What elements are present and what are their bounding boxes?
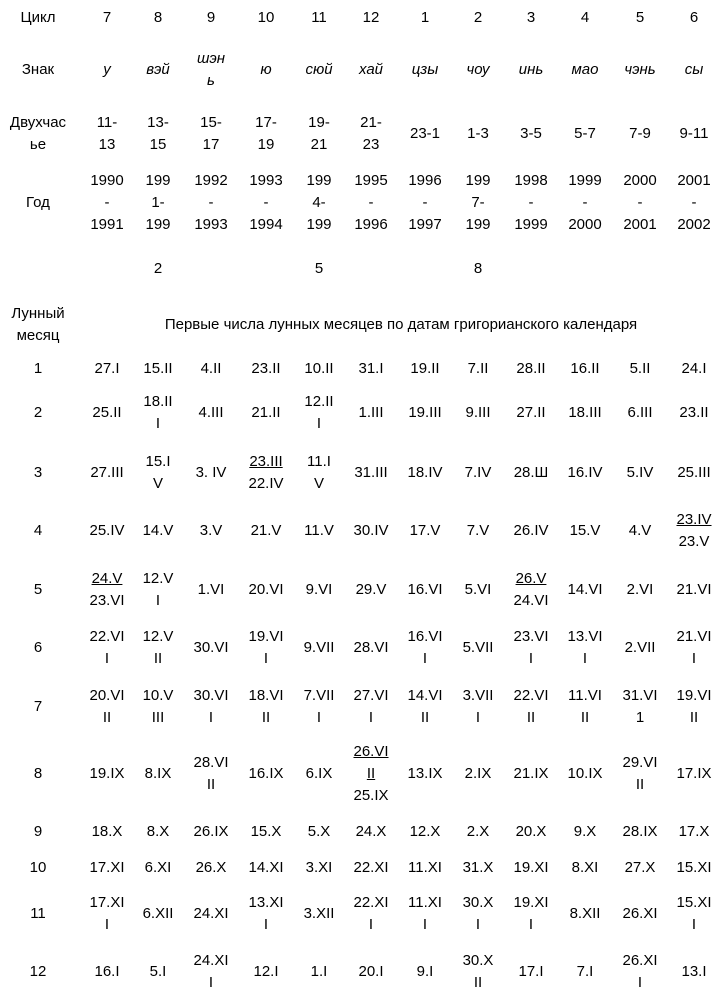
month-start-date: 14.V [142, 522, 174, 539]
month-start-date: 15.II [143, 360, 173, 377]
month-start-date: 22.XI [353, 859, 389, 876]
month-start-date: 19.II [410, 360, 440, 377]
month-start-date: 19.VI I [248, 628, 284, 667]
month-start-date: 1.III [358, 404, 384, 421]
month-start-date: 6.IX [305, 765, 333, 782]
month-start-date: 18.IV [407, 464, 443, 481]
hours-cell: 1-3 [467, 125, 489, 142]
month-number: 7 [33, 698, 43, 715]
cycle-label: Цикл [20, 9, 56, 26]
month-start-date: 3.XII [303, 905, 335, 922]
year-cell: 199 1- 199 2 [145, 172, 171, 277]
month-start-date: 19.III [408, 404, 442, 421]
month-start-date: 3.V [199, 522, 223, 539]
cycle-cell: 7 [102, 9, 112, 26]
sign-cell: хай [358, 61, 384, 78]
month-start-date: 20.I [358, 963, 384, 980]
sign-cell: вэй [146, 61, 170, 78]
month-start-date: 30.X I [462, 894, 494, 933]
month-start-date: 19.VI II [676, 687, 712, 726]
sign-cell: цзы [411, 61, 439, 78]
year-cell: 1998 - 1999 [514, 172, 548, 233]
month-start-date: 7.II [467, 360, 489, 377]
hours-cell: 19- 21 [308, 114, 330, 153]
month-label: Лунный месяц [11, 305, 65, 344]
month-start-date: 11.XI I [408, 894, 442, 933]
sign-cell: сы [684, 61, 704, 78]
month-start-date: 16.VI I [407, 628, 443, 667]
month-start-date: 15.XI I [676, 894, 712, 933]
month-start-date: 5.IV [626, 464, 654, 481]
month-start-date: 15.V [569, 522, 601, 539]
month-start-date: 24.V 23.VI [89, 570, 125, 609]
year-cell: 2001 - 2002 [677, 172, 711, 233]
sign-label: Знак [21, 61, 55, 78]
month-start-date: 23.II [679, 404, 709, 421]
month-start-date: 30.X II [462, 952, 494, 991]
month-start-date: 25.II [92, 404, 122, 421]
month-start-date: 23.VI I [513, 628, 549, 667]
month-start-date: 6.III [627, 404, 653, 421]
month-start-date: 4.II [200, 360, 222, 377]
month-start-date: 26.XI [622, 905, 658, 922]
year-cell: 2000 - 2001 [623, 172, 657, 233]
cycle-cell: 2 [473, 9, 483, 26]
month-start-date: 20.VI [248, 581, 284, 598]
month-start-date: 24.I [681, 360, 707, 377]
month-start-date: 9.VII [303, 639, 335, 656]
month-start-date: 26.IX [193, 823, 229, 840]
month-start-date: 7.I [576, 963, 594, 980]
month-start-date: 4.V [628, 522, 652, 539]
month-start-date: 23.IV 23.V [676, 511, 712, 550]
month-start-date: 12.II I [304, 393, 334, 432]
month-start-date: 8.XII [569, 905, 601, 922]
month-start-date: 30.IV [353, 522, 389, 539]
month-number: 6 [33, 639, 43, 656]
month-number: 4 [33, 522, 43, 539]
month-start-date: 17.X [678, 823, 710, 840]
sign-cell: у [103, 61, 111, 78]
year-label: Год [26, 194, 50, 211]
month-number: 10 [29, 859, 47, 876]
month-start-date: 30.VI [193, 639, 229, 656]
month-start-date: 19.IX [89, 765, 125, 782]
month-start-date: 9.X [573, 823, 597, 840]
month-start-date: 18.III [568, 404, 602, 421]
month-start-date: 13.I [681, 963, 707, 980]
month-start-date: 18.VI II [248, 687, 284, 726]
month-start-date: 2.IX [464, 765, 492, 782]
month-start-date: 5.I [149, 963, 167, 980]
month-start-date: 28.VI [353, 639, 389, 656]
month-start-date: 15.I V [145, 453, 171, 492]
month-start-date: 27.II [516, 404, 546, 421]
hours-cell: 15- 17 [200, 114, 222, 153]
month-start-date: 26.VI II 25.IX [353, 743, 389, 804]
cycle-cell: 4 [580, 9, 590, 26]
year-cell: 199 7- 199 8 [465, 172, 491, 277]
hours-cell: 3-5 [520, 125, 542, 142]
month-start-date: 5.VI [464, 581, 492, 598]
month-start-date: 24.XI [193, 905, 229, 922]
month-start-date: 7.V [466, 522, 490, 539]
year-cell: 1995 - 1996 [354, 172, 388, 233]
month-start-date: 29.V [355, 581, 387, 598]
hours-cell: 13- 15 [147, 114, 169, 153]
cycle-cell: 9 [206, 9, 216, 26]
sign-cell: сюй [305, 61, 333, 78]
month-start-date: 25.IV [89, 522, 125, 539]
month-start-date: 20.VI II [89, 687, 125, 726]
month-start-date: 20.X [515, 823, 547, 840]
year-cell: 1996 - 1997 [408, 172, 442, 233]
month-start-date: 4.III [198, 404, 224, 421]
sign-cell: шэн ь [196, 50, 226, 89]
month-start-date: 14.XI [248, 859, 284, 876]
month-start-date: 10.II [304, 360, 334, 377]
month-number: 9 [33, 823, 43, 840]
cycle-cell: 12 [362, 9, 380, 26]
year-cell: 199 4- 199 5 [306, 172, 332, 277]
month-start-date: 21.VI I [676, 628, 712, 667]
month-start-date: 16.IV [567, 464, 603, 481]
month-start-date: 22.VI I [89, 628, 125, 667]
month-start-date: 15.XI [676, 859, 712, 876]
hours-cell: 23-1 [409, 125, 441, 142]
month-start-date: 9.VI [305, 581, 333, 598]
month-start-date: 2.X [466, 823, 490, 840]
month-start-date: 11.I V [307, 453, 331, 492]
month-start-date: 17.V [409, 522, 441, 539]
cycle-cell: 5 [635, 9, 645, 26]
month-start-date: 11.V [304, 522, 334, 539]
month-start-date: 16.II [570, 360, 600, 377]
month-start-date: 17.XI I [89, 894, 125, 933]
month-start-date: 14.VI [567, 581, 603, 598]
month-start-date: 25.III [677, 464, 711, 481]
month-start-date: 6.XI [144, 859, 172, 876]
month-start-date: 7.IV [464, 464, 492, 481]
month-start-date: 5.VII [462, 639, 494, 656]
month-start-date: 8.IX [144, 765, 172, 782]
month-start-date: 16.IX [248, 765, 284, 782]
month-start-date: 3.XI [305, 859, 333, 876]
month-number: 1 [33, 360, 43, 377]
section-title: Первые числа лунных месяцев по датам григорианского календаря [164, 316, 638, 333]
sign-cell: инь [518, 61, 544, 78]
month-start-date: 23.II [251, 360, 281, 377]
month-start-date: 19.XI I [513, 894, 549, 933]
cycle-cell: 11 [311, 9, 327, 26]
month-number: 11 [30, 905, 46, 922]
month-start-date: 1.I [310, 963, 328, 980]
month-start-date: 15.X [250, 823, 282, 840]
month-number: 5 [33, 581, 43, 598]
month-start-date: 7.VII I [303, 687, 335, 726]
cycle-cell: 10 [257, 9, 275, 26]
hours-cell: 5-7 [574, 125, 596, 142]
month-start-date: 31.VI 1 [622, 687, 658, 726]
cycle-cell: 8 [153, 9, 163, 26]
month-start-date: 13.IX [407, 765, 443, 782]
month-start-date: 27.I [94, 360, 120, 377]
month-start-date: 16.VI [407, 581, 443, 598]
month-start-date: 3. IV [195, 464, 227, 481]
month-start-date: 2.VII [624, 639, 656, 656]
month-start-date: 12.V I [142, 570, 174, 609]
month-start-date: 19.XI [513, 859, 549, 876]
month-start-date: 21.VI [676, 581, 712, 598]
month-start-date: 29.VI II [622, 754, 658, 793]
month-start-date: 11.XI [408, 859, 442, 876]
month-start-date: 18.X [91, 823, 123, 840]
hours-cell: 9-11 [679, 125, 709, 142]
hours-cell: 11- 13 [96, 114, 118, 153]
year-cell: 1990 - 1991 [90, 172, 124, 233]
month-start-date: 17.IX [676, 765, 712, 782]
cycle-cell: 3 [526, 9, 536, 26]
month-start-date: 12.I [253, 963, 279, 980]
month-start-date: 3.VII I [462, 687, 494, 726]
month-start-date: 10.V III [142, 687, 174, 726]
sign-cell: мао [571, 61, 599, 78]
month-start-date: 22.XI I [353, 894, 389, 933]
month-start-date: 5.X [307, 823, 331, 840]
cycle-cell: 6 [689, 9, 699, 26]
year-cell: 1999 - 2000 [568, 172, 602, 233]
month-start-date: 8.X [146, 823, 170, 840]
month-start-date: 17.I [518, 963, 544, 980]
month-start-date: 31.III [354, 464, 388, 481]
month-start-date: 27.III [90, 464, 124, 481]
year-cell: 1992 - 1993 [194, 172, 228, 233]
month-start-date: 27.X [624, 859, 656, 876]
year-cell: 1993 - 1994 [249, 172, 283, 233]
month-start-date: 23.III 22.IV [248, 453, 284, 492]
month-start-date: 12.X [409, 823, 441, 840]
month-start-date: 16.I [94, 963, 120, 980]
month-number: 12 [29, 963, 47, 980]
month-start-date: 12.V II [142, 628, 174, 667]
month-start-date: 27.VI I [353, 687, 389, 726]
month-start-date: 24.X [355, 823, 387, 840]
month-number: 8 [33, 765, 43, 782]
cycle-cell: 1 [420, 9, 430, 26]
month-start-date: 28.VI II [193, 754, 229, 793]
month-start-date: 13.XI I [248, 894, 284, 933]
month-start-date: 31.X [462, 859, 494, 876]
month-number: 3 [33, 464, 43, 481]
month-start-date: 21.IX [513, 765, 549, 782]
month-start-date: 18.II I [143, 393, 173, 432]
month-start-date: 28.IX [622, 823, 658, 840]
month-start-date: 11.VI II [568, 687, 602, 726]
month-start-date: 21.II [251, 404, 281, 421]
sign-cell: ю [260, 61, 272, 78]
hours-cell: 21- 23 [360, 114, 382, 153]
month-start-date: 26.X [195, 859, 227, 876]
hours-cell: 7-9 [629, 125, 651, 142]
month-start-date: 24.XI I [193, 952, 229, 991]
month-start-date: 9.III [465, 404, 491, 421]
hours-label: Двухчас ье [9, 114, 67, 153]
month-start-date: 26.IV [513, 522, 549, 539]
month-start-date: 17.XI [89, 859, 125, 876]
month-start-date: 14.VI II [407, 687, 443, 726]
hours-cell: 17- 19 [255, 114, 277, 153]
month-start-date: 31.I [358, 360, 384, 377]
month-start-date: 13.VI I [567, 628, 603, 667]
month-start-date: 26.V 24.VI [513, 570, 549, 609]
month-start-date: 5.II [629, 360, 651, 377]
month-start-date: 26.XI I [622, 952, 658, 991]
month-start-date: 21.V [250, 522, 282, 539]
month-start-date: 28.Ш [513, 464, 549, 481]
month-start-date: 10.IX [567, 765, 603, 782]
month-start-date: 8.XI [571, 859, 599, 876]
sign-cell: чэнь [624, 61, 656, 78]
month-start-date: 6.XII [142, 905, 174, 922]
sign-cell: чоу [466, 61, 490, 78]
month-start-date: 22.VI II [513, 687, 549, 726]
month-number: 2 [33, 404, 43, 421]
month-start-date: 1.VI [197, 581, 225, 598]
month-start-date: 9.I [416, 963, 434, 980]
month-start-date: 28.II [516, 360, 546, 377]
month-start-date: 2.VI [626, 581, 654, 598]
month-start-date: 30.VI I [193, 687, 229, 726]
